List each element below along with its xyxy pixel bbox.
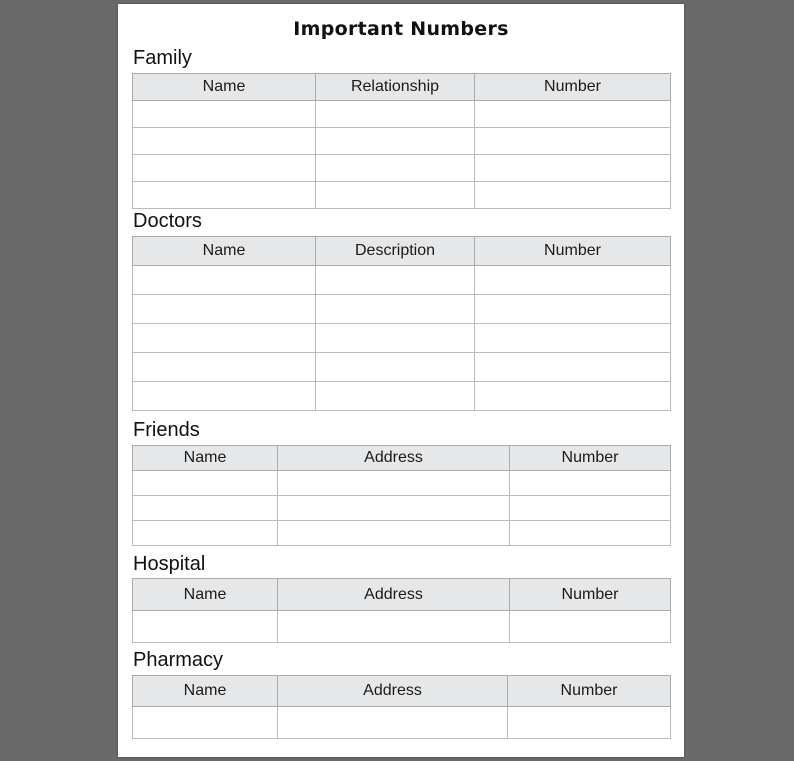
column-header-name: Name xyxy=(133,237,316,266)
name-cell[interactable] xyxy=(133,496,278,521)
name-cell[interactable] xyxy=(133,101,316,128)
number-cell[interactable] xyxy=(508,707,671,739)
pharmacy-table xyxy=(132,675,671,739)
page-title: Important Numbers xyxy=(293,18,509,40)
column-header-number: Number xyxy=(510,579,671,611)
number-cell[interactable] xyxy=(475,266,671,295)
section-title-pharmacy: Pharmacy xyxy=(133,649,224,671)
name-cell[interactable] xyxy=(133,295,316,324)
table-row xyxy=(133,496,671,521)
table-row xyxy=(133,295,671,324)
column-header-address: Address xyxy=(278,446,510,471)
number-cell[interactable] xyxy=(510,471,671,496)
description-cell[interactable] xyxy=(316,266,475,295)
number-cell[interactable] xyxy=(475,155,671,182)
number-cell[interactable] xyxy=(475,128,671,155)
number-cell[interactable] xyxy=(475,295,671,324)
number-cell[interactable] xyxy=(510,496,671,521)
column-header-number: Number xyxy=(508,676,671,707)
column-header-address: Address xyxy=(278,676,508,707)
name-cell[interactable] xyxy=(133,707,278,739)
description-cell[interactable] xyxy=(316,295,475,324)
table-row xyxy=(133,521,671,546)
name-cell[interactable] xyxy=(133,521,278,546)
table-row xyxy=(133,471,671,496)
number-cell[interactable] xyxy=(510,611,671,643)
number-cell[interactable] xyxy=(475,324,671,353)
column-header-name: Name xyxy=(133,579,278,611)
friends-table xyxy=(132,445,671,546)
column-header-relationship: Relationship xyxy=(316,74,475,101)
hospital-table xyxy=(132,578,671,643)
name-cell[interactable] xyxy=(133,266,316,295)
column-header-number: Number xyxy=(510,446,671,471)
table-row xyxy=(133,382,671,411)
address-cell[interactable] xyxy=(278,496,510,521)
name-cell[interactable] xyxy=(133,471,278,496)
column-header-number: Number xyxy=(475,74,671,101)
address-cell[interactable] xyxy=(278,611,510,643)
address-cell[interactable] xyxy=(278,707,508,739)
number-cell[interactable] xyxy=(475,382,671,411)
relationship-cell[interactable] xyxy=(316,182,475,209)
address-cell[interactable] xyxy=(278,521,510,546)
section-title-doctors: Doctors xyxy=(133,210,202,232)
number-cell[interactable] xyxy=(510,521,671,546)
table-row xyxy=(133,266,671,295)
name-cell[interactable] xyxy=(133,324,316,353)
table-row xyxy=(133,707,671,739)
table-row xyxy=(133,611,671,643)
relationship-cell[interactable] xyxy=(316,155,475,182)
name-cell[interactable] xyxy=(133,611,278,643)
doctors-table xyxy=(132,236,671,411)
document-page xyxy=(118,4,684,757)
description-cell[interactable] xyxy=(316,324,475,353)
number-cell[interactable] xyxy=(475,101,671,128)
table-row xyxy=(133,182,671,209)
name-cell[interactable] xyxy=(133,353,316,382)
column-header-number: Number xyxy=(475,237,671,266)
family-table xyxy=(132,73,671,209)
relationship-cell[interactable] xyxy=(316,101,475,128)
column-header-name: Name xyxy=(133,74,316,101)
section-title-hospital: Hospital xyxy=(133,553,206,575)
table-row xyxy=(133,353,671,382)
section-title-family: Family xyxy=(133,47,192,69)
table-row xyxy=(133,128,671,155)
description-cell[interactable] xyxy=(316,353,475,382)
column-header-name: Name xyxy=(133,676,278,707)
name-cell[interactable] xyxy=(133,182,316,209)
description-cell[interactable] xyxy=(316,382,475,411)
name-cell[interactable] xyxy=(133,382,316,411)
table-row xyxy=(133,155,671,182)
table-row xyxy=(133,101,671,128)
column-header-name: Name xyxy=(133,446,278,471)
address-cell[interactable] xyxy=(278,471,510,496)
table-row xyxy=(133,324,671,353)
column-header-description: Description xyxy=(316,237,475,266)
column-header-address: Address xyxy=(278,579,510,611)
section-title-friends: Friends xyxy=(133,419,200,441)
number-cell[interactable] xyxy=(475,353,671,382)
relationship-cell[interactable] xyxy=(316,128,475,155)
name-cell[interactable] xyxy=(133,128,316,155)
name-cell[interactable] xyxy=(133,155,316,182)
number-cell[interactable] xyxy=(475,182,671,209)
